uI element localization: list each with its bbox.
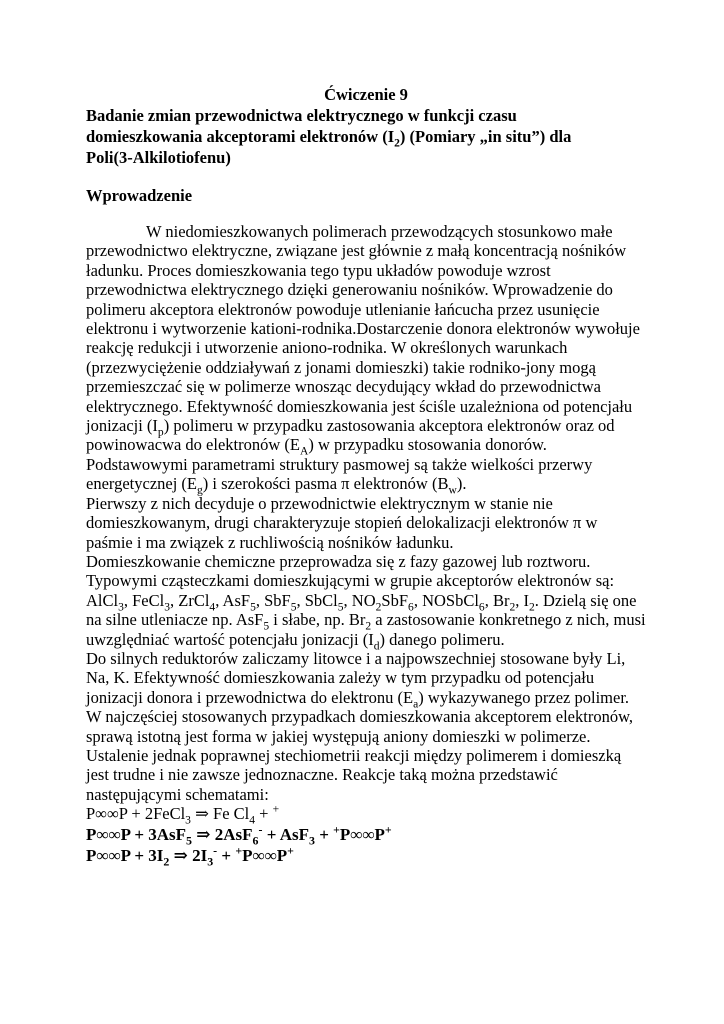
paragraph-band-structure: Podstawowymi parametrami struktury pasmowej są także wielkości przerwy energetycznej $(E_g)$ i szerokości pasma π elektronów $(B_w)$.: [86, 454, 593, 497]
equation-asf5: P∞∞P + 3AsF$_5$ ⇒ 2AsF$_6$- + AsF$_3$ + +P∞∞P+: [86, 821, 392, 847]
equation-i2: $P\infty\infty P + 3I_2$ ⇒ $2I_3^- + ^+P\infty\infty P^+$: [86, 842, 294, 868]
title-line-2: domieszkowania akceptorami elektronów $(I_2)$ (Pomiary „in situ”) dla: [86, 127, 572, 150]
title-line-1: Badanie zmian przewodnictwa elektrycznego w funkcji czasu: [86, 106, 517, 125]
paragraph-anions: W najczęściej stosowanych przypadkach domieszkowania akceptorem elektronów, sprawą istotną jest forma w jakiej występują aniony domieszki w polimerze.: [86, 707, 634, 746]
exercise-label: Ćwiczenie 9: [324, 85, 408, 104]
paragraph-conductivity: Pierwszy z nich decyduje o przewodnictwie elektrycznym w stanie nie domieszkowanym, drugi charakteryzuje stopień delokalizacji elektronów π w paśmie i ma związek z ruchliwością nośników ładunku.: [86, 493, 598, 552]
document-page: [86, 84, 646, 866]
paragraph-chemical-doping: Domieszkowanie chemiczne przeprowadza się z fazy gazowej lub roztworu. Typowymi cząsteczkami domieszkującymi w grupie akceptorów elektronów są: AlCl$_3$, FeCl$_3$, ZrCl$_4$, AsF$_5$, SbF$_5$, SbCl$_5$, $NO_2SbF_6$, NOSbCl$_6$, $Br_2$, $I_2$. Dzielą się one na silne utleniacze np. AsF$_5$ i słabe, np. $Br_2$ a zastosowanie konkretnego z nich, musi uwzględniać wartość potencjału jonizacji $(I_d)$ danego polimeru.: [86, 551, 646, 652]
paragraph-intro: W niedomieszkowanych polimerach przewodzących stosunkowo małe przewodnictwo elektryczne, związane jest głównie z małą koncentracją nośników ładunku. Proces domieszkowania tego typu układów powoduje wzrost przewodnictwa elektrycznego dzięki generowaniu nośników. Wprowadzenie do polimeru akceptora elektronów powoduje utlenianie łańcucha przez usunięcie elektronu i wytworzenie kationi-rodnika.Dostarczenie donora elektronów wywołuje reakcję redukcji i utworzenie aniono-rodnika. W określonych warunkach (przezwyciężenie oddziaływań z jonami domieszki) takie rodniko-jony mogą przemieszczać się w polimerze wnosząc decydujący wkład do przewodnictwa elektrycznego. Efektywność domieszkowania jest ściśle uzależniona od potencjału jonizacji $(I_p)$ polimeru w przypadku zastosowania akceptora elektronów oraz od powinowacwa do elektronów $(E_A)$ w przypadku stosowania donorów.: [86, 222, 640, 458]
document-title: [86, 105, 646, 168]
paragraph-reductors: Do silnych reduktorów zaliczamy litowce i a najpowszechniej stosowane były Li, Na, K. Efektywność domieszkowania zależy w tym przypadku od potencjału jonizacji donora i przewodnictwa do elektronu $(E_a)$ wykazywanego przez polimer.: [86, 648, 630, 711]
title-line-3: Poli(3-Alkilotiofenu): [86, 148, 231, 167]
equation-fecl3: P∞∞P + 2FeCl$_3$ ⇒ Fe $Cl_4 + ^+$: [86, 803, 280, 827]
section-heading: Wprowadzenie: [86, 186, 193, 205]
paragraph-stoichiometry: Ustalenie jednak poprawnej stechiometrii reakcji między polimerem i domieszką jest trudne i nie zawsze jednoznaczne. Reakcje taką można przedstawić następującymi schematami:: [86, 745, 622, 804]
